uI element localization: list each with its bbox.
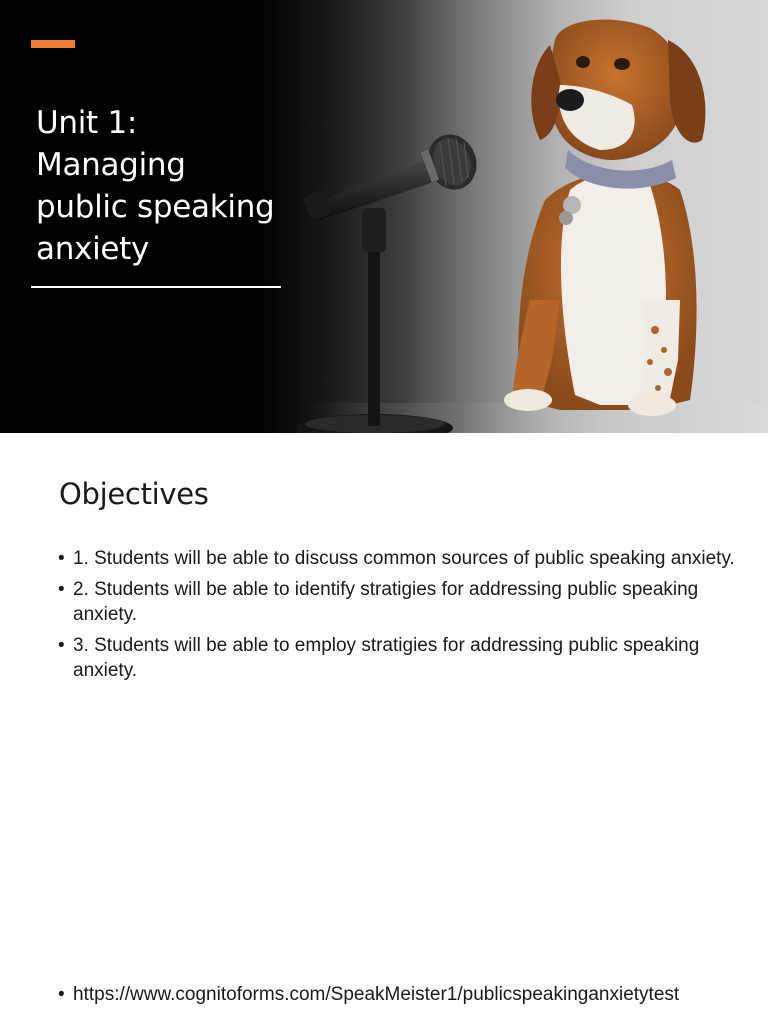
title-slide <box>0 0 768 433</box>
objective-text: 2. Students will be able to identify stratigies for addressing public speaking anxiety. <box>73 579 699 625</box>
title-line: Managing <box>36 147 186 183</box>
microphone-icon <box>302 127 484 220</box>
slide-title <box>36 102 296 270</box>
bullet-icon: • <box>58 984 65 1005</box>
microphone-stand <box>297 208 453 433</box>
objectives-list <box>58 546 748 689</box>
objective-text: 1. Students will be able to discuss common sources of public speaking anxiety. <box>73 548 735 569</box>
title-underline <box>31 286 281 288</box>
title-line: public speaking <box>36 189 275 225</box>
beagle-icon <box>504 19 705 416</box>
list-item <box>58 546 748 571</box>
bullet-icon: • <box>58 635 65 656</box>
objective-text: 3. Students will be able to employ stratigies for addressing public speaking anxiety. <box>73 635 700 681</box>
list-item <box>58 577 748 627</box>
title-line: Unit 1: <box>36 105 138 141</box>
title-line: anxiety <box>36 231 150 267</box>
survey-link[interactable]: https://www.cognitoforms.com/SpeakMeister1/publicspeakinganxietytest <box>73 984 680 1005</box>
list-item <box>58 633 748 683</box>
bullet-icon: • <box>58 579 65 600</box>
objectives-slide <box>0 433 768 1024</box>
survey-link-item <box>58 982 753 1007</box>
bullet-icon: • <box>58 548 65 569</box>
accent-bar <box>31 40 75 48</box>
objectives-heading: Objectives <box>59 477 209 511</box>
